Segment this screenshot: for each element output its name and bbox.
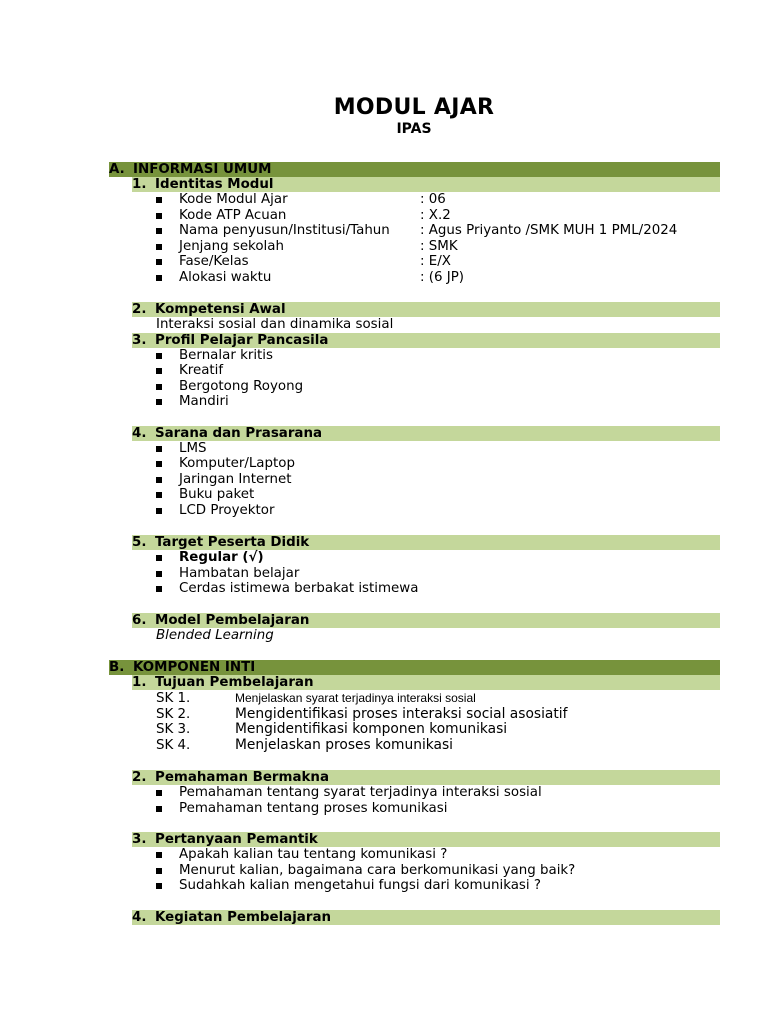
identity-value: : SMK [420,239,458,254]
subsection-number: 3. [132,832,147,847]
subsection-number: 2. [132,770,147,785]
list-item: Pemahaman tentang proses komunikasi [179,801,448,816]
list-item: Apakah kalian tau tentang komunikasi ? [179,847,448,862]
sk-text: Menjelaskan proses komunikasi [235,737,454,753]
page-subtitle: IPAS [396,121,432,137]
list-item: Jaringan Internet [179,472,292,487]
subsection-title: Identitas Modul [155,177,274,192]
bullet-icon [156,508,162,514]
section-a-title: INFORMASI UMUM [133,162,272,177]
subsection-sarana-prasarana [132,426,720,441]
kompetensi-awal-text: Interaksi sosial dan dinamika sosial [156,317,394,332]
subsection-title: Pemahaman Bermakna [155,770,329,785]
identity-label: Alokasi waktu [179,270,272,285]
sk-text: Mengidentifikasi komponen komunikasi [235,721,508,737]
bullet-icon [156,384,162,390]
identity-value: : E/X [420,254,451,269]
bullet-icon [156,275,162,281]
identity-value: : X.2 [420,208,451,223]
list-item: LCD Proyektor [179,503,275,518]
list-item: Bergotong Royong [179,379,304,394]
list-item: Buku paket [179,487,255,502]
section-b-letter: B. [109,660,125,675]
subsection-title: Tujuan Pembelajaran [155,675,314,690]
bullet-icon [156,228,162,234]
list-item: Sudahkah kalian mengetahui fungsi dari komunikasi ? [179,878,541,893]
subsection-title: Target Peserta Didik [155,535,310,550]
list-item: Bernalar kritis [179,348,274,363]
bullet-icon [156,244,162,250]
subsection-tujuan-pembelajaran [132,675,720,690]
bullet-icon [156,461,162,467]
subsection-number: 6. [132,613,147,628]
list-item: Mandiri [179,394,229,409]
subsection-number: 5. [132,535,147,550]
identity-label: Jenjang sekolah [179,239,284,254]
section-a-header [109,162,720,177]
subsection-pemahaman-bermakna [132,770,720,785]
sk-code: SK 2. [156,707,191,722]
sk-text: Mengidentifikasi proses interaksi social asosiatif [235,706,568,722]
subsection-title: Kompetensi Awal [155,302,286,317]
sk-text: Menjelaskan syarat terjadinya interaksi sosial [235,691,476,705]
subsection-number: 4. [132,910,147,925]
sk-code: SK 3. [156,722,191,737]
subsection-title: Kegiatan Pembelajaran [155,910,332,925]
sk-code: SK 1. [156,691,191,706]
subsection-pertanyaan-pemantik [132,832,720,847]
identity-label: Kode Modul Ajar [179,192,288,207]
section-b-header [109,660,720,675]
subsection-number: 3. [132,333,147,348]
list-item: Komputer/Laptop [179,456,295,471]
page-title: MODUL AJAR [333,95,495,120]
subsection-kegiatan-pembelajaran [132,910,720,925]
model-pembelajaran-text: Blended Learning [156,628,274,643]
identity-label: Kode ATP Acuan [179,208,287,223]
subsection-number: 1. [132,177,147,192]
sk-code: SK 4. [156,738,191,753]
bullet-icon [156,883,162,889]
subsection-target-peserta [132,535,720,550]
bullet-icon [156,446,162,452]
subsection-kompetensi-awal [132,302,720,317]
subsection-title: Pertanyaan Pemantik [155,832,318,847]
subsection-number: 2. [132,302,147,317]
subsection-title: Sarana dan Prasarana [155,426,323,441]
list-item: LMS [179,441,207,456]
bullet-icon [156,555,162,561]
identity-value: : Agus Priyanto /SMK MUH 1 PML/2024 [420,223,678,238]
identity-label: Fase/Kelas [179,254,249,269]
bullet-icon [156,368,162,374]
bullet-icon [156,806,162,812]
bullet-icon [156,213,162,219]
bullet-icon [156,259,162,265]
bullet-icon [156,571,162,577]
bullet-icon [156,492,162,498]
subsection-title: Profil Pelajar Pancasila [155,333,329,348]
bullet-icon [156,868,162,874]
identity-label: Nama penyusun/Institusi/Tahun [179,223,390,238]
identity-value: : (6 JP) [420,270,465,285]
list-item: Pemahaman tentang syarat terjadinya interaksi sosial [179,785,542,800]
identity-value: : 06 [420,192,446,207]
subsection-title: Model Pembelajaran [155,613,310,628]
subsection-number: 4. [132,426,147,441]
list-item: Hambatan belajar [179,566,300,581]
subsection-identitas-modul [132,177,720,192]
bullet-icon [156,852,162,858]
bullet-icon [156,353,162,359]
subsection-profil-pelajar [132,333,720,348]
bullet-icon [156,197,162,203]
bullet-icon [156,586,162,592]
bullet-icon [156,399,162,405]
section-b-title: KOMPONEN INTI [133,660,256,675]
bullet-icon [156,790,162,796]
list-item: Kreatif [179,363,224,378]
section-a-letter: A. [109,162,125,177]
subsection-model-pembelajaran [132,613,720,628]
list-item: Regular (√) [179,550,264,565]
bullet-icon [156,477,162,483]
list-item: Cerdas istimewa berbakat istimewa [179,581,419,596]
subsection-number: 1. [132,675,147,690]
list-item: Menurut kalian, bagaimana cara berkomunikasi yang baik? [179,863,576,878]
